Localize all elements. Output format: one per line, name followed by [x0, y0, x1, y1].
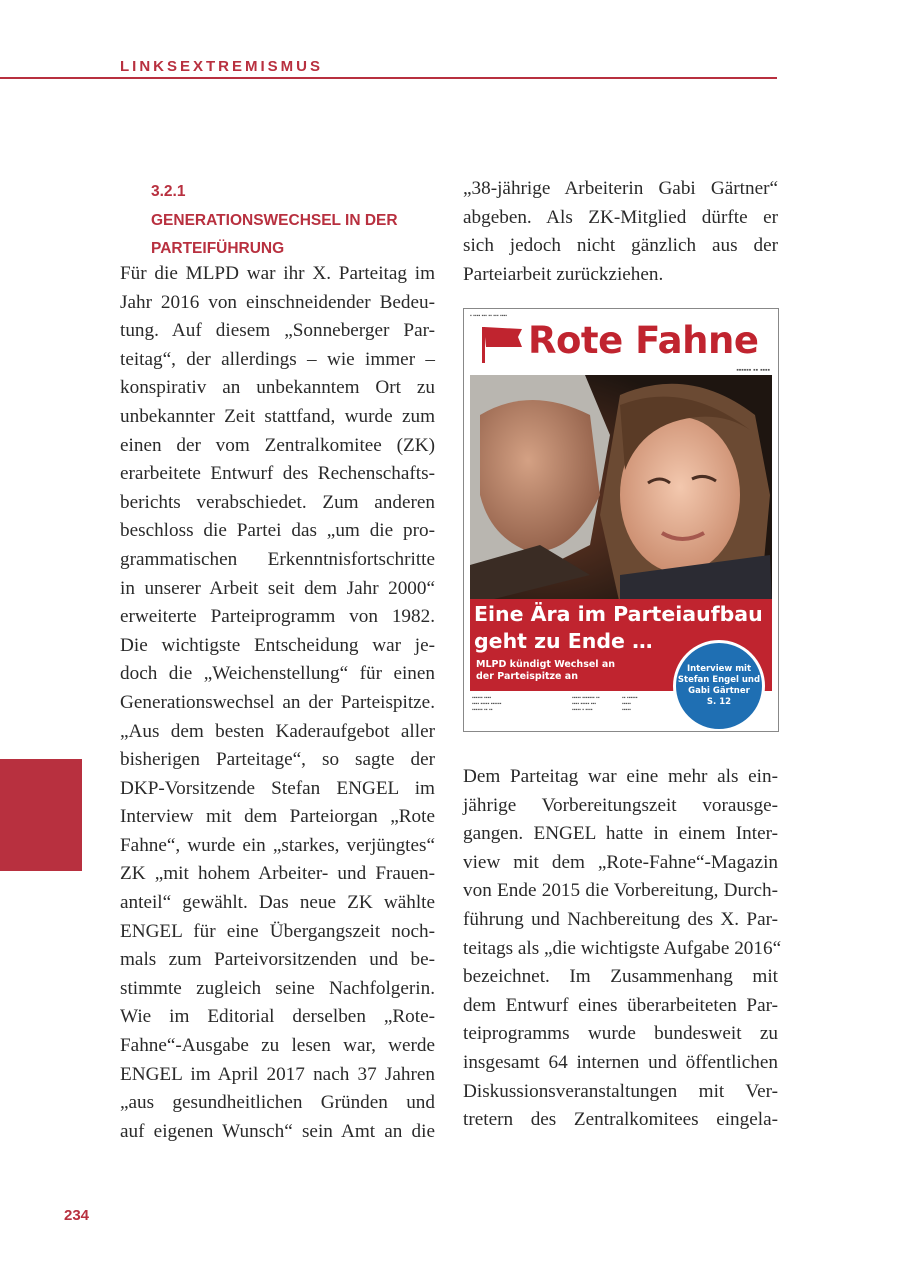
text-line: Die wichtigste Entscheidung war je- — [120, 634, 435, 656]
cover-headline-line: geht zu Ende … — [474, 629, 653, 653]
badge-line: Gabi Gärtner — [688, 686, 750, 696]
cover-footer-teasers — [472, 695, 768, 725]
text-line: jährige Vorbereitungszeit vorausge- — [463, 794, 778, 816]
text-line: mals zum Parteivorsitzenden und be- — [120, 949, 435, 971]
text-line: anteil“ gewählt. Das neue ZK wählte — [120, 892, 435, 914]
header-rule — [0, 77, 777, 79]
cover-teaser: ▪▪▪▪▪ ▪▪▪▪▪▪▪ ▪▪ ▪▪▪▪ ▪▪▪▪▪ ▪▪▪ ▪▪▪▪▪ ▪ ▪▪▪▪ — [572, 695, 600, 713]
text-line: abgeben. Als ZK-Mitglied dürfte er — [463, 206, 778, 228]
cover-subhead-line: der Parteispitze an — [476, 671, 578, 682]
text-line: Parteiarbeit zurückziehen. — [463, 263, 664, 285]
text-line: grammatischen Erkenntnisfortschritte — [120, 548, 435, 570]
text-line: führung und Nachbereitung des X. Par- — [463, 908, 778, 930]
page-number: 234 — [64, 1207, 90, 1224]
badge-line: S. 12 — [706, 697, 732, 707]
text-line: in unserer Arbeit seit dem Jahr 2000“ — [120, 577, 435, 599]
portrait-photo — [470, 375, 772, 605]
text-line: erarbeitete Entwurf des Rechenschafts- — [120, 463, 435, 485]
text-line: bisherigen Parteitage“, so sagte der — [120, 749, 435, 771]
text-line: Wie im Editorial derselben „Rote- — [120, 1006, 435, 1028]
text-line: unbekannter Zeit stattfand, wurde zum — [120, 405, 435, 427]
left-column-text — [120, 260, 435, 1146]
text-line: beschloss die Partei das „um die pro- — [120, 520, 435, 542]
text-line: gangen. ENGEL hatte in einem Inter- — [463, 823, 778, 845]
text-line: sich jedoch nicht gänzlich aus der — [463, 235, 778, 257]
running-head: LINKSEXTREMISMUS — [120, 58, 324, 75]
text-line: teitag“, der allerdings – wie immer – — [120, 348, 435, 370]
right-column-text-bottom — [463, 763, 782, 1135]
cover-photo — [470, 375, 772, 605]
text-line: stimmte zugleich seine Nachfolgerin. — [120, 977, 435, 999]
right-column-text-top — [463, 175, 778, 289]
text-line: von Ende 2015 die Vorbereitung, Durch- — [463, 880, 778, 902]
text-line: Interview mit dem Parteiorgan „Rote — [120, 806, 435, 828]
text-line: doch die „Weichenstellung“ für einen — [120, 663, 435, 685]
text-line: Fahne“-Ausgabe zu lesen war, werde — [120, 1035, 435, 1057]
red-flag-icon — [478, 325, 526, 363]
section-title-line: GENERATIONSWECHSEL IN DER — [151, 211, 398, 229]
text-line: ENGEL für eine Übergangszeit noch- — [120, 920, 435, 942]
cover-subhead — [476, 659, 615, 683]
text-line: berichts verabschiedet. Zum anderen — [120, 491, 435, 513]
text-line: erweiterte Parteiprogramm von 1982. — [120, 606, 435, 628]
magazine-cover-image — [463, 308, 779, 732]
text-line: bezeichnet. Im Zusammenhang mit — [463, 966, 778, 988]
text-line: „38-jährige Arbeiterin Gabi Gärtner“ — [463, 178, 778, 199]
text-line: teiprogramms wurde bundesweit zu — [463, 1023, 778, 1045]
text-line: tretern des Zentralkomitees eingela- — [463, 1109, 778, 1131]
text-line: dem Entwurf eines überarbeiteten Par- — [463, 994, 778, 1016]
text-line: tung. Auf diesem „Sonneberger Par- — [120, 320, 435, 342]
text-line: insgesamt 64 internen und öffentlichen — [463, 1051, 778, 1073]
text-line: view mit dem „Rote-Fahne“-Magazin — [463, 851, 778, 873]
cover-teaser: ▪▪▪▪▪▪ ▪▪▪▪ ▪▪▪▪ ▪▪▪▪▪ ▪▪▪▪▪▪ ▪▪▪▪▪▪ ▪▪ ▪▪ — [472, 695, 502, 713]
text-line: Fahne“, wurde ein „starkes, verjüngtes“ — [120, 834, 435, 856]
text-line: Dem Parteitag war eine mehr als ein- — [463, 766, 778, 787]
text-line: „Aus dem besten Kaderaufgebot aller — [120, 720, 435, 742]
cover-subhead-line: MLPD kündigt Wechsel an — [476, 659, 616, 670]
text-line: Diskussionsveranstaltungen mit Ver- — [463, 1080, 778, 1102]
badge-line: Interview mit — [686, 664, 752, 674]
text-line: Generationswechsel an der Parteispitze. — [120, 691, 435, 713]
text-line: ZK „mit hohem Arbeiter- und Frauen- — [120, 863, 435, 885]
text-line: DKP-Vorsitzende Stefan ENGEL im — [120, 777, 435, 799]
cover-dateline: ▪ ▪▪▪▪ ▪▪▪ ▪▪ ▪▪▪ ▪▪▪▪ — [470, 313, 508, 319]
text-line: ENGEL im April 2017 nach 37 Jahren — [120, 1063, 435, 1085]
text-line: „aus gesundheitlichen Gründen und — [120, 1092, 435, 1114]
cover-teaser: ▪▪ ▪▪▪▪▪▪ ▪▪▪▪▪ ▪▪▪▪▪ — [622, 695, 638, 713]
chapter-side-tab — [0, 759, 82, 871]
text-line: Für die MLPD war ihr X. Parteitag im — [120, 263, 435, 284]
text-line: teitags als „die wichtigste Aufgabe 2016“ — [463, 937, 782, 959]
cover-tagline: ▪▪▪▪▪▪ ▪▪ ▪▪▪▪ — [736, 367, 770, 374]
text-line: konspirativ an unbekanntem Ort zu — [120, 377, 435, 399]
section-number: 3.2.1 — [151, 183, 186, 200]
text-line: auf eigenen Wunsch“ sein Amt an die — [120, 1120, 435, 1142]
cover-masthead: Rote Fahne — [528, 319, 759, 362]
text-line: einen der vom Zentralkomitee (ZK) — [120, 434, 435, 456]
cover-headline-line: Eine Ära im Parteiaufbau — [474, 602, 763, 626]
section-title-line: PARTEIFÜHRUNG — [151, 240, 285, 257]
section-heading — [151, 178, 441, 264]
text-line: Jahr 2016 von einschneidender Bedeu- — [120, 291, 435, 313]
badge-line: Stefan Engel und — [677, 675, 761, 685]
